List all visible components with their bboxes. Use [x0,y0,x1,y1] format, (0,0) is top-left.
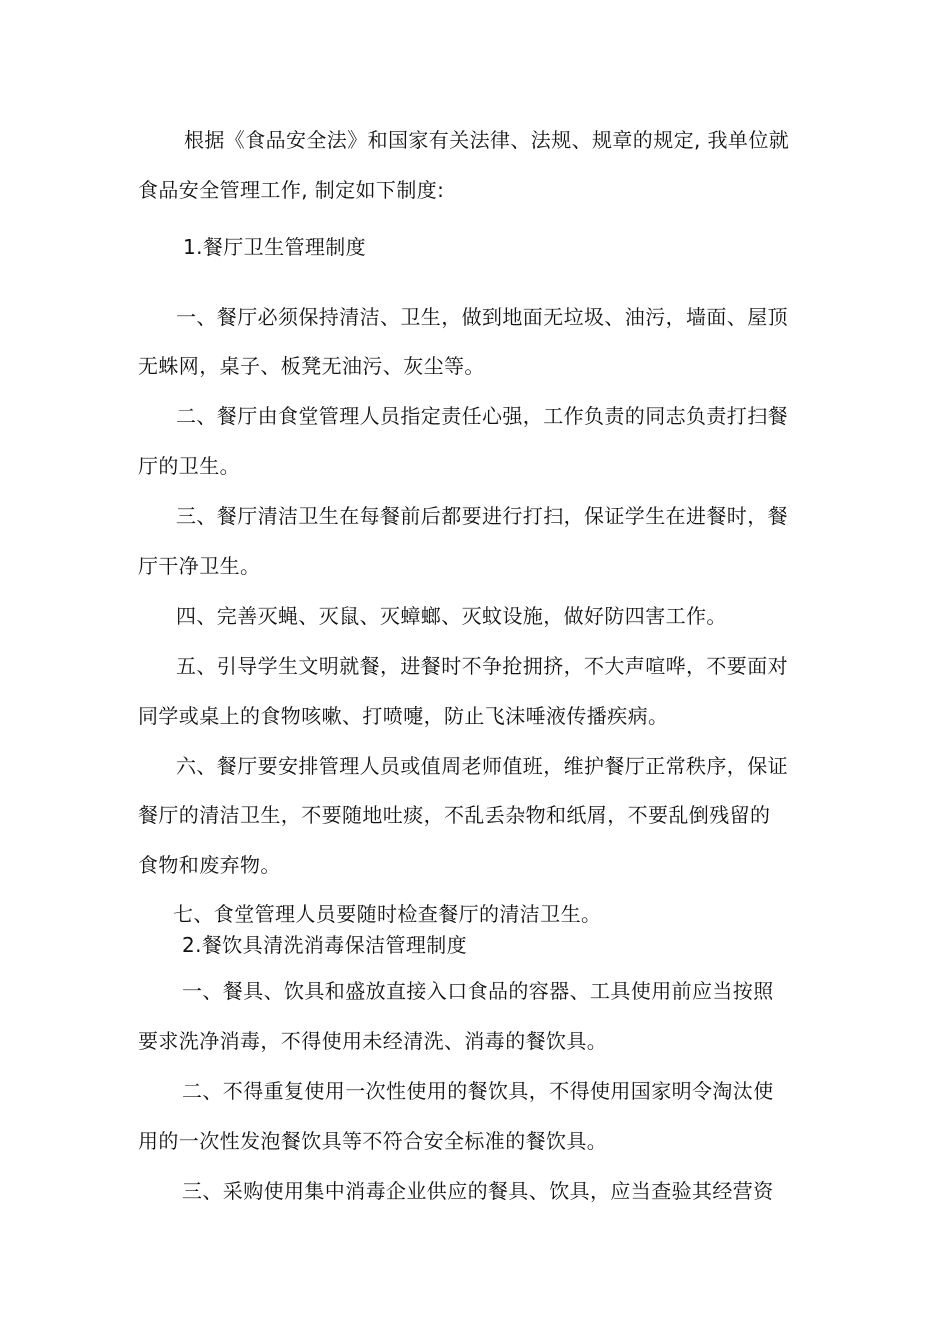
paragraph-line: 三、餐厅清洁卫生在每餐前后都要进行打扫，保证学生在进餐时，餐 [176,504,788,528]
paragraph-line: 一、餐厅必须保持清洁、卫生，做到地面无垃圾、油污，墙面、屋顶 [176,305,788,329]
paragraph-line: 厅干净卫生。 [138,554,261,578]
paragraph-line: 四、完善灭蝇、灭鼠、灭蟑螂、灭蚊设施，做好防四害工作。 [176,604,727,628]
paragraph-line: 二、不得重复使用一次性使用的餐饮具，不得使用国家明令淘汰使 [182,1079,774,1103]
paragraph-line: 厅的卫生。 [138,454,240,478]
paragraph-line: 无蛛网，桌子、板凳无油污、灰尘等。 [138,354,485,378]
paragraph-line: 三、采购使用集中消毒企业供应的餐具、饮具，应当查验其经营资 [182,1179,774,1203]
paragraph-line: 食物和废弃物。 [138,853,281,877]
paragraph-line: 六、餐厅要安排管理人员或值周老师值班，维护餐厅正常秩序，保证 [176,754,788,778]
paragraph-line: 二、餐厅由食堂管理人员指定责任心强，工作负责的同志负责打扫餐 [176,404,788,428]
intro-line-2: 食品安全管理工作, 制定如下制度: [138,178,445,202]
intro-line-1: 根据《食品安全法》和国家有关法律、法规、规章的规定, 我单位就 [184,128,790,152]
paragraph-line: 一、餐具、饮具和盛放直接入口食品的容器、工具使用前应当按照 [182,979,774,1003]
paragraph-line: 五、引导学生文明就餐，进餐时不争抢拥挤，不大声喧哗，不要面对 [176,654,788,678]
section-heading-2: 2.餐饮具清洗消毒保洁管理制度 [182,933,468,957]
paragraph-line: 同学或桌上的食物咳嗽、打喷嚏，防止飞沫唾液传播疾病。 [138,704,669,728]
paragraph-line: 七、食堂管理人员要随时检查餐厅的清洁卫生。 [173,902,602,926]
paragraph-line: 用的一次性发泡餐饮具等不符合安全标准的餐饮具。 [138,1129,608,1153]
section-heading-1: 1.餐厅卫生管理制度 [183,235,367,259]
paragraph-line: 要求洗净消毒，不得使用未经清洗、消毒的餐饮具。 [138,1029,608,1053]
paragraph-line: 餐厅的清洁卫生，不要随地吐痰，不乱丢杂物和纸屑，不要乱倒残留的 [138,803,771,827]
